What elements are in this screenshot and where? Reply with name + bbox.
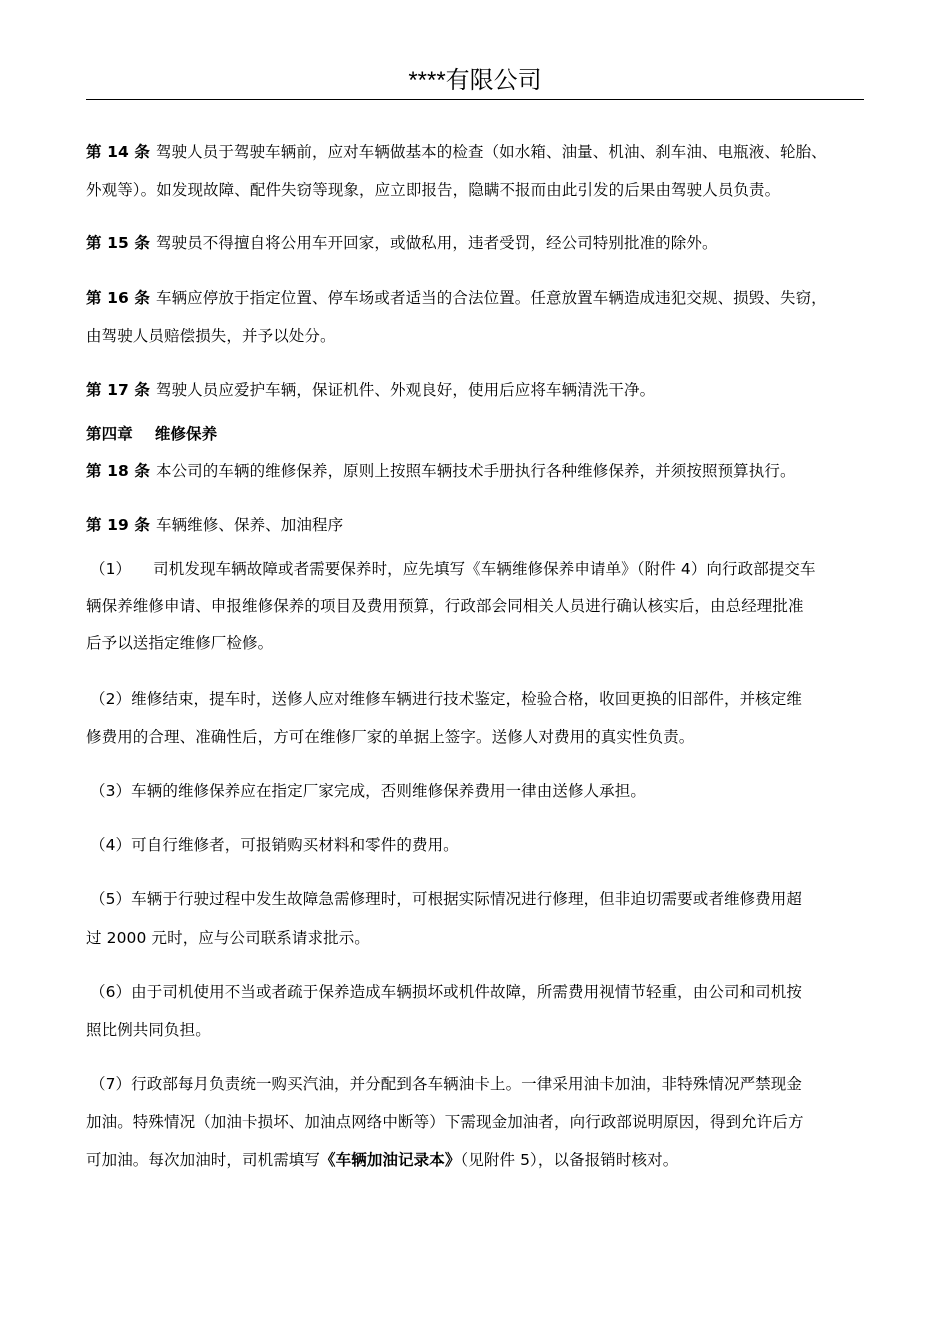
chapter-4-heading [86, 423, 217, 445]
item-5-line-1: （5）车辆于行驶过程中发生故障急需修理时，可根据实际情况进行修理，但非迫切需要或者维修费用超 [90, 890, 802, 908]
item-2-line-1: （2）维修结束，提车时，送修人应对维修车辆进行技术鉴定，检验合格，收回更换的旧部件，并核定维 [90, 690, 802, 708]
item-2-line-2: 修费用的合理、准确性后，方可在维修厂家的单据上签字。送修人对费用的真实性负责。 [86, 728, 695, 746]
article-16-line-1 [86, 287, 827, 309]
fuel-log-form-name: 《车辆加油记录本》 [320, 1151, 461, 1169]
item-4-line-1: （4）可自行维修者，可报销购买材料和零件的费用。 [90, 836, 459, 854]
article-17-line-1 [86, 379, 655, 401]
item-7-line-3 [86, 1149, 678, 1171]
chapter-4-number: 第四章 [86, 425, 133, 443]
article-17-label: 第 17 条 [86, 381, 150, 399]
item-7-line-1: （7）行政部每月负责统一购买汽油，并分配到各车辆油卡上。一律采用油卡加油，非特殊情况严禁现金 [90, 1075, 802, 1093]
item-3-line-1: （3）车辆的维修保养应在指定厂家完成，否则维修保养费用一律由送修人承担。 [90, 782, 646, 800]
item-6-line-1: （6）由于司机使用不当或者疏于保养造成车辆损坏或机件故障，所需费用视情节轻重，由公司和司机按 [90, 983, 802, 1001]
article-16-line-2: 由驾驶人员赔偿损失，并予以处分。 [86, 327, 336, 345]
item-7-line-2: 加油。特殊情况（加油卡损坏、加油点网络中断等）下需现金加油者，向行政部说明原因，得到允许后方 [86, 1113, 804, 1131]
article-17-text-1: 驾驶人员应爱护车辆，保证机件、外观良好，使用后应将车辆清洗干净。 [155, 381, 656, 399]
item-7-text-3-post: （见附件 5），以备报销时核对。 [460, 1151, 679, 1169]
article-18-line-1 [86, 460, 796, 482]
article-16-label: 第 16 条 [86, 289, 150, 307]
item-7-text-3-pre: 可加油。每次加油时，司机需填写 [86, 1151, 321, 1169]
item-1-line-1 [90, 558, 816, 580]
item-1-line-3: 后予以送指定维修厂检修。 [86, 634, 274, 652]
article-14-line-2: 外观等）。如发现故障、配件失窃等现象，应立即报告，隐瞒不报而由此引发的后果由驾驶人员负责。 [86, 181, 781, 199]
chapter-4-title: 维修保养 [154, 425, 218, 443]
company-header-title: ****有限公司 [408, 67, 542, 94]
header-divider [86, 99, 864, 100]
article-15-text-1: 驾驶员不得擅自将公用车开回家，或做私用，违者受罚，经公司特别批准的除外。 [155, 234, 718, 252]
article-18-label: 第 18 条 [86, 462, 150, 480]
item-1-line-2: 辆保养维修申请、申报维修保养的项目及费用预算，行政部会同相关人员进行确认核实后，由总经理批准 [86, 597, 804, 615]
item-1-text-1: 司机发现车辆故障或者需要保养时，应先填写《车辆维修保养申请单》（附件 4）向行政部提交车 [153, 560, 816, 578]
article-19-text-1: 车辆维修、保养、加油程序 [155, 516, 344, 534]
article-16-text-1: 车辆应停放于指定位置、停车场或者适当的合法位置。任意放置车辆造成违犯交规、损毁、失窃， [155, 289, 827, 307]
item-6-line-2: 照比例共同负担。 [86, 1021, 211, 1039]
article-15-line-1 [86, 232, 718, 254]
article-19-label: 第 19 条 [86, 516, 150, 534]
article-14-line-1 [86, 141, 827, 163]
item-5-line-2: 过 2000 元时，应与公司联系请求批示。 [86, 929, 370, 947]
item-1-number: （1） [90, 560, 132, 578]
article-19-line-1 [86, 514, 343, 536]
article-18-text-1: 本公司的车辆的维修保养，原则上按照车辆技术手册执行各种维修保养，并须按照预算执行。 [155, 462, 796, 480]
article-14-text-1: 驾驶人员于驾驶车辆前，应对车辆做基本的检查（如水箱、油量、机油、刹车油、电瓶液、轮胎、 [155, 143, 827, 161]
article-15-label: 第 15 条 [86, 234, 150, 252]
article-14-label: 第 14 条 [86, 143, 150, 161]
